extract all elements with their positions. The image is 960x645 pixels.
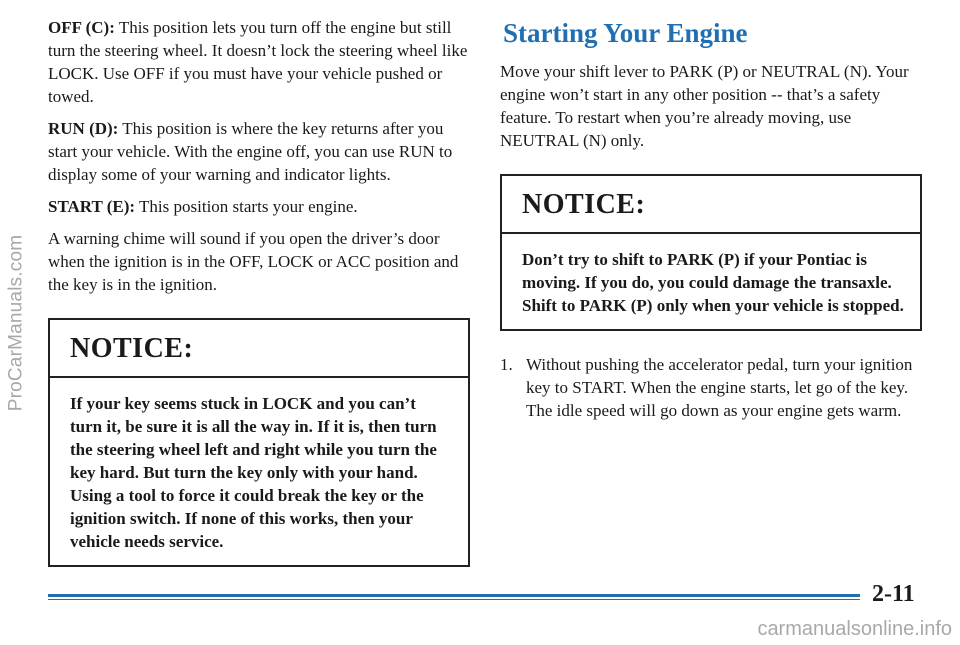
off-text: This position lets you turn off the engine but still turn the steering wheel. It doesn’t lock the steering wheel like LOCK. Use OFF if you must have your vehicle pushed or towed. <box>48 18 468 106</box>
key-notice-title: NOTICE: <box>50 320 468 378</box>
right-column <box>500 16 920 422</box>
left-watermark <box>2 0 30 645</box>
start-label: START (E): <box>48 197 136 216</box>
key-notice-box <box>48 318 470 567</box>
list-item <box>500 353 920 422</box>
park-notice-body: Don’t try to shift to PARK (P) if your Pontiac is moving. If you do, you could damage the transaxle. Shift to PARK (P) only when your vehicle is stopped. <box>522 250 904 315</box>
key-notice-body: If your key seems stuck in LOCK and you can’t turn it, be sure it is all the way in. If it is, then turn the steering wheel left and right while you turn the key hard. But turn the key only with your hand. Using a tool to force it could break the key or the ignition switch. If none of this works, then your vehicle needs service. <box>70 394 437 551</box>
left-watermark-text: ProCarManuals.com <box>5 234 27 411</box>
off-label: OFF (C): <box>48 18 115 37</box>
run-text: This position is where the key returns after you start your vehicle. With the engine off, you can use RUN to display some of your warning and indicator lights. <box>48 119 453 184</box>
section-heading: Starting Your Engine <box>503 18 748 48</box>
bottom-watermark: carmanualsonline.info <box>757 618 952 640</box>
run-label: RUN (D): <box>48 119 119 138</box>
park-notice-box <box>500 174 922 331</box>
intro-paragraph: Move your shift lever to PARK (P) or NEUTRAL (N). Your engine won’t start in any other position -- that’s a safety feature. To restart when you’re already moving, use NEUTRAL (N) only. <box>500 62 909 150</box>
start-text: This position starts your engine. <box>135 197 358 216</box>
footer-rule <box>48 594 860 601</box>
chime-paragraph: A warning chime will sound if you open the driver’s door when the ignition is in the OFF, LOCK or ACC position and the key is in the ignition. <box>48 229 459 294</box>
start-paragraph <box>48 195 468 218</box>
off-paragraph <box>48 16 468 108</box>
park-notice-title: NOTICE: <box>502 176 920 234</box>
step-number: 1. <box>500 355 513 374</box>
left-column <box>48 16 468 567</box>
step-text: Without pushing the accelerator pedal, turn your ignition key to START. When the engine starts, let go of the key. The idle speed will go down as your engine gets warm. <box>526 355 913 420</box>
page-number: 2-11 <box>872 581 915 607</box>
run-paragraph <box>48 117 468 186</box>
